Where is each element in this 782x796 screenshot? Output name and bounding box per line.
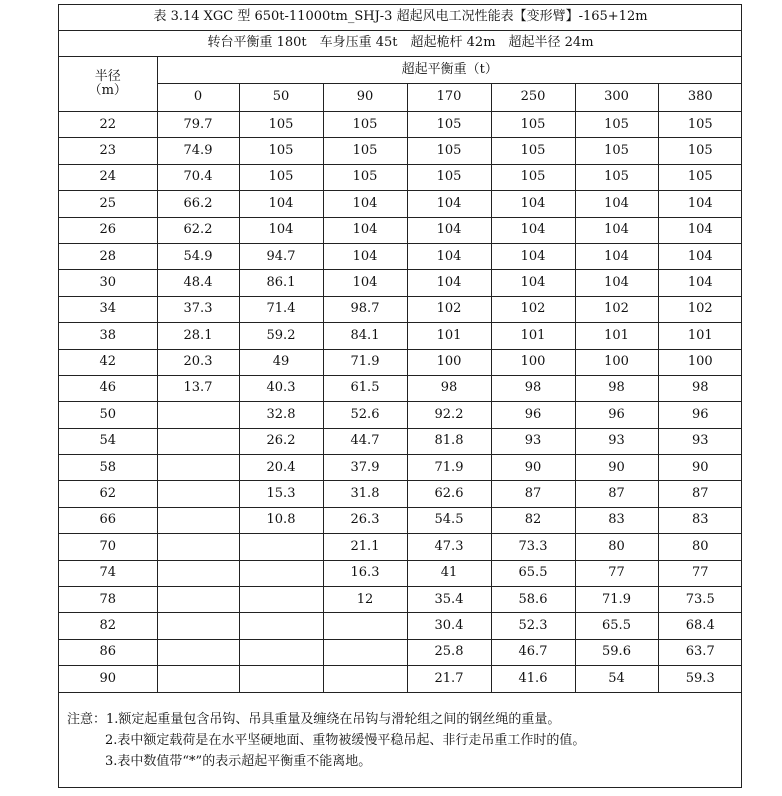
- table-row: [59, 534, 742, 560]
- capacity-cell: 93: [491, 428, 575, 454]
- capacity-cell: 86.1: [239, 270, 323, 296]
- capacity-cell: 105: [407, 138, 491, 164]
- capacity-cell: 37.3: [157, 296, 239, 322]
- capacity-cell: 63.7: [658, 639, 742, 665]
- document-page: [58, 4, 742, 788]
- table-row: [59, 560, 742, 586]
- capacity-cell: 104: [658, 191, 742, 217]
- capacity-cell: 105: [239, 138, 323, 164]
- table-row: [59, 164, 742, 190]
- capacity-cell: 59.2: [239, 323, 323, 349]
- capacity-cell: 105: [239, 112, 323, 138]
- capacity-cell: 104: [407, 270, 491, 296]
- capacity-cell: 98: [658, 375, 742, 401]
- capacity-cell: 96: [491, 402, 575, 428]
- counterweight-values-row: [59, 84, 742, 112]
- radius-cell: 22: [59, 112, 157, 138]
- capacity-cell: 52.3: [491, 613, 575, 639]
- capacity-cell: 59.6: [575, 639, 658, 665]
- table-row: [59, 481, 742, 507]
- capacity-cell: 77: [658, 560, 742, 586]
- capacity-cell: 104: [491, 270, 575, 296]
- table-row: [59, 402, 742, 428]
- radius-cell: 62: [59, 481, 157, 507]
- table-row: [59, 270, 742, 296]
- capacity-cell: 104: [239, 191, 323, 217]
- capacity-cell: 94.7: [239, 243, 323, 269]
- table-subtitle: 转台平衡重 180t 车身压重 45t 超起桅杆 42m 超起半径 24m: [59, 31, 742, 57]
- capacity-cell: 71.4: [239, 296, 323, 322]
- table-row: [59, 587, 742, 613]
- capacity-cell: 101: [575, 323, 658, 349]
- capacity-cell: [157, 613, 239, 639]
- radius-cell: 66: [59, 507, 157, 533]
- radius-cell: 74: [59, 560, 157, 586]
- capacity-cell: 73.3: [491, 534, 575, 560]
- capacity-cell: 70.4: [157, 164, 239, 190]
- counterweight-header-cell: 50: [239, 84, 323, 112]
- capacity-cell: [323, 666, 407, 692]
- capacity-cell: 46.7: [491, 639, 575, 665]
- capacity-cell: 105: [323, 138, 407, 164]
- capacity-cell: [239, 534, 323, 560]
- capacity-cell: 105: [575, 138, 658, 164]
- table-row: [59, 349, 742, 375]
- capacity-cell: 102: [491, 296, 575, 322]
- radius-cell: 86: [59, 639, 157, 665]
- capacity-cell: 41: [407, 560, 491, 586]
- radius-cell: 34: [59, 296, 157, 322]
- capacity-cell: 61.5: [323, 375, 407, 401]
- capacity-cell: 37.9: [323, 455, 407, 481]
- table-row: [59, 375, 742, 401]
- capacity-cell: 25.8: [407, 639, 491, 665]
- capacity-cell: 104: [575, 243, 658, 269]
- capacity-cell: 54: [575, 666, 658, 692]
- radius-cell: 58: [59, 455, 157, 481]
- capacity-cell: [157, 534, 239, 560]
- capacity-cell: 104: [323, 270, 407, 296]
- radius-cell: 82: [59, 613, 157, 639]
- capacity-cell: 90: [491, 455, 575, 481]
- capacity-cell: 104: [658, 243, 742, 269]
- performance-table: [59, 5, 742, 693]
- capacity-cell: 105: [239, 164, 323, 190]
- capacity-cell: 30.4: [407, 613, 491, 639]
- capacity-cell: 35.4: [407, 587, 491, 613]
- capacity-cell: 104: [407, 243, 491, 269]
- capacity-cell: 104: [239, 217, 323, 243]
- capacity-cell: 73.5: [658, 587, 742, 613]
- counterweight-header-cell: 0: [157, 84, 239, 112]
- capacity-cell: 20.3: [157, 349, 239, 375]
- capacity-cell: 104: [575, 217, 658, 243]
- radius-cell: 30: [59, 270, 157, 296]
- capacity-cell: [157, 666, 239, 692]
- capacity-cell: 77: [575, 560, 658, 586]
- radius-cell: 42: [59, 349, 157, 375]
- capacity-cell: 98.7: [323, 296, 407, 322]
- capacity-cell: 84.1: [323, 323, 407, 349]
- table-row: [59, 191, 742, 217]
- capacity-cell: 105: [407, 164, 491, 190]
- capacity-cell: [157, 560, 239, 586]
- capacity-cell: 104: [575, 270, 658, 296]
- radius-cell: 78: [59, 587, 157, 613]
- capacity-cell: [157, 481, 239, 507]
- radius-header-label: 半径: [94, 68, 121, 84]
- notes-section: [67, 709, 733, 772]
- capacity-cell: [157, 455, 239, 481]
- capacity-cell: 98: [491, 375, 575, 401]
- counterweight-header-cell: 380: [658, 84, 742, 112]
- capacity-cell: 26.3: [323, 507, 407, 533]
- capacity-cell: 82: [491, 507, 575, 533]
- capacity-cell: [157, 507, 239, 533]
- radius-cell: 28: [59, 243, 157, 269]
- capacity-cell: 100: [407, 349, 491, 375]
- capacity-cell: 71.9: [323, 349, 407, 375]
- capacity-cell: 32.8: [239, 402, 323, 428]
- capacity-cell: 83: [575, 507, 658, 533]
- table-row: [59, 138, 742, 164]
- capacity-cell: 105: [658, 112, 742, 138]
- table-row: [59, 613, 742, 639]
- table-row: [59, 323, 742, 349]
- capacity-cell: 21.1: [323, 534, 407, 560]
- capacity-cell: 92.2: [407, 402, 491, 428]
- capacity-cell: 31.8: [323, 481, 407, 507]
- capacity-cell: 104: [323, 243, 407, 269]
- capacity-cell: 12: [323, 587, 407, 613]
- note-3: 3.表中数值带“*”的表示超起平衡重不能离地。: [105, 754, 372, 769]
- radius-cell: 24: [59, 164, 157, 190]
- capacity-cell: 52.6: [323, 402, 407, 428]
- capacity-cell: 104: [575, 191, 658, 217]
- capacity-cell: 105: [575, 112, 658, 138]
- capacity-cell: 28.1: [157, 323, 239, 349]
- capacity-cell: 98: [575, 375, 658, 401]
- capacity-cell: 79.7: [157, 112, 239, 138]
- capacity-cell: 83: [658, 507, 742, 533]
- capacity-cell: 65.5: [491, 560, 575, 586]
- capacity-cell: 16.3: [323, 560, 407, 586]
- capacity-cell: 105: [491, 138, 575, 164]
- capacity-cell: 15.3: [239, 481, 323, 507]
- table-row: [59, 112, 742, 138]
- capacity-cell: 104: [491, 191, 575, 217]
- note-1: 注意：1.额定起重量包含吊钩、吊具重量及缠绕在吊钩与滑轮组之间的钢丝绳的重量。: [67, 712, 561, 727]
- capacity-cell: 66.2: [157, 191, 239, 217]
- capacity-cell: 62.6: [407, 481, 491, 507]
- capacity-cell: 105: [407, 112, 491, 138]
- capacity-cell: 98: [407, 375, 491, 401]
- counterweight-header-cell: 250: [491, 84, 575, 112]
- capacity-cell: [239, 639, 323, 665]
- capacity-cell: [157, 402, 239, 428]
- capacity-cell: 102: [658, 296, 742, 322]
- capacity-cell: 105: [323, 112, 407, 138]
- capacity-cell: [239, 613, 323, 639]
- capacity-cell: 105: [323, 164, 407, 190]
- capacity-cell: 100: [658, 349, 742, 375]
- capacity-cell: 102: [575, 296, 658, 322]
- radius-cell: 23: [59, 138, 157, 164]
- capacity-cell: 104: [658, 270, 742, 296]
- capacity-cell: [157, 587, 239, 613]
- radius-header: [59, 57, 157, 112]
- radius-cell: 70: [59, 534, 157, 560]
- capacity-cell: 59.3: [658, 666, 742, 692]
- capacity-cell: 105: [491, 112, 575, 138]
- capacity-cell: 104: [658, 217, 742, 243]
- capacity-cell: 49: [239, 349, 323, 375]
- counterweight-header: 超起平衡重（t）: [157, 57, 742, 84]
- radius-header-unit: （m）: [88, 83, 127, 98]
- table-row: [59, 296, 742, 322]
- capacity-cell: 58.6: [491, 587, 575, 613]
- counterweight-header-cell: 300: [575, 84, 658, 112]
- capacity-cell: 105: [491, 164, 575, 190]
- capacity-cell: 54.5: [407, 507, 491, 533]
- capacity-cell: 40.3: [239, 375, 323, 401]
- capacity-cell: 87: [575, 481, 658, 507]
- capacity-cell: 101: [658, 323, 742, 349]
- radius-cell: 50: [59, 402, 157, 428]
- table-row: [59, 243, 742, 269]
- capacity-cell: 74.9: [157, 138, 239, 164]
- capacity-cell: 47.3: [407, 534, 491, 560]
- capacity-cell: 26.2: [239, 428, 323, 454]
- capacity-cell: 104: [323, 217, 407, 243]
- capacity-cell: 93: [658, 428, 742, 454]
- table-row: [59, 507, 742, 533]
- table-title: 表 3.14 XGC 型 650t-11000tm_SHJ-3 超起风电工况性能表【变形臂】-165+12m: [59, 5, 742, 31]
- capacity-cell: 65.5: [575, 613, 658, 639]
- radius-cell: 38: [59, 323, 157, 349]
- table-row: [59, 455, 742, 481]
- table-row: [59, 428, 742, 454]
- capacity-cell: 81.8: [407, 428, 491, 454]
- capacity-cell: 13.7: [157, 375, 239, 401]
- capacity-cell: 41.6: [491, 666, 575, 692]
- capacity-cell: 105: [658, 164, 742, 190]
- capacity-cell: 104: [407, 191, 491, 217]
- note-2: 2.表中额定载荷是在水平坚硬地面、重物被缓慢平稳吊起、非行走吊重工作时的值。: [105, 733, 586, 748]
- capacity-cell: 87: [491, 481, 575, 507]
- radius-cell: 54: [59, 428, 157, 454]
- capacity-cell: 102: [407, 296, 491, 322]
- capacity-cell: [239, 560, 323, 586]
- counterweight-header-cell: 90: [323, 84, 407, 112]
- capacity-cell: [239, 587, 323, 613]
- capacity-cell: [157, 428, 239, 454]
- capacity-cell: 90: [575, 455, 658, 481]
- capacity-cell: 20.4: [239, 455, 323, 481]
- capacity-cell: 96: [658, 402, 742, 428]
- capacity-cell: 71.9: [407, 455, 491, 481]
- capacity-cell: 105: [575, 164, 658, 190]
- capacity-cell: 104: [323, 191, 407, 217]
- capacity-cell: [323, 639, 407, 665]
- capacity-cell: 96: [575, 402, 658, 428]
- capacity-cell: 80: [575, 534, 658, 560]
- capacity-cell: 104: [491, 217, 575, 243]
- capacity-cell: [239, 666, 323, 692]
- capacity-cell: 105: [658, 138, 742, 164]
- capacity-cell: 100: [491, 349, 575, 375]
- radius-cell: 26: [59, 217, 157, 243]
- capacity-cell: 93: [575, 428, 658, 454]
- capacity-cell: 90: [658, 455, 742, 481]
- capacity-cell: 101: [491, 323, 575, 349]
- table-row: [59, 666, 742, 692]
- capacity-cell: 100: [575, 349, 658, 375]
- counterweight-header-cell: 170: [407, 84, 491, 112]
- capacity-cell: 71.9: [575, 587, 658, 613]
- capacity-cell: 54.9: [157, 243, 239, 269]
- capacity-cell: 80: [658, 534, 742, 560]
- radius-cell: 90: [59, 666, 157, 692]
- capacity-cell: 21.7: [407, 666, 491, 692]
- capacity-cell: 101: [407, 323, 491, 349]
- capacity-cell: 10.8: [239, 507, 323, 533]
- capacity-cell: [157, 639, 239, 665]
- capacity-cell: 87: [658, 481, 742, 507]
- capacity-cell: 104: [407, 217, 491, 243]
- capacity-cell: 68.4: [658, 613, 742, 639]
- capacity-cell: 62.2: [157, 217, 239, 243]
- capacity-cell: [323, 613, 407, 639]
- radius-cell: 25: [59, 191, 157, 217]
- capacity-cell: 44.7: [323, 428, 407, 454]
- table-row: [59, 639, 742, 665]
- table-row: [59, 217, 742, 243]
- radius-cell: 46: [59, 375, 157, 401]
- capacity-cell: 48.4: [157, 270, 239, 296]
- capacity-cell: 104: [491, 243, 575, 269]
